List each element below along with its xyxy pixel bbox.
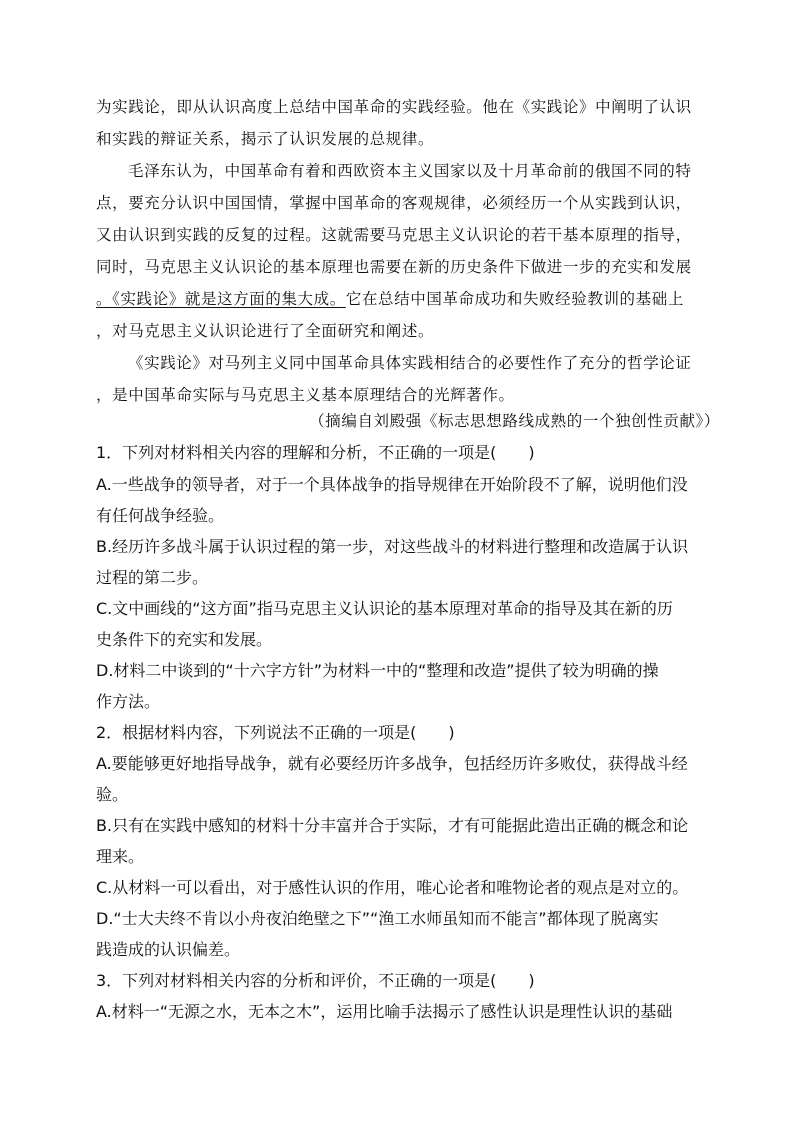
passage-line: 又由认识到实践的反复的过程。这就需要马克思主义认识论的若干基本原理的指导，	[96, 226, 692, 244]
source-citation: （摘编自刘殿强《标志思想路线成熟的一个独创性贡献》）	[309, 412, 720, 430]
passage-line: ，是中国革命实际与马克思主义基本原理结合的光辉著作。	[96, 386, 515, 404]
option-a: A.一些战争的领导者，对于一个具体战争的指导规律在开始阶段不了解，说明他们没	[96, 475, 688, 494]
option-b: B.只有在实践中感知的材料十分丰富并合于实际，才有可能据此造出正确的概念和论	[96, 816, 689, 835]
passage-line	[96, 289, 706, 309]
option-d-cont: 作方法。	[96, 692, 161, 711]
question-stem: 3．下列对材料相关内容的分析和评价，不正确的一项是( )	[96, 971, 535, 990]
passage-line: 同时，马克思主义认识论的基本原理也需要在新的历史条件下做进一步的充实和发展	[96, 258, 692, 276]
option-a: A.材料一“无源之水，无本之木”，运用比喻手法揭示了感性认识是理性认识的基础	[96, 1002, 673, 1021]
option-a-cont: 有任何战争经验。	[96, 506, 225, 525]
option-a: A.要能够更好地指导战争，就有必要经历许多战争，包括经历许多败仗，获得战斗经	[96, 754, 688, 773]
option-c: C.从材料一可以看出，对于感性认识的作用，唯心论者和唯物论者的观点是对立的。	[96, 878, 689, 897]
option-d: D.材料二中谈到的“十六字方针”为材料一中的“整理和改造”提供了较为明确的操	[96, 661, 659, 680]
option-d: D.“士大夫终不肯以小舟夜泊绝壁之下”“渔工水师虽知而不能言”都体现了脱离实	[96, 909, 659, 928]
underlined-phrase: 。《实践论》就是这方面的集大成。	[96, 290, 346, 308]
option-c: C.文中画线的“这方面”指马克思主义认识论的基本原理对革命的指导及其在新的历	[96, 599, 673, 618]
passage-line: ，对马克思主义认识论进行了全面研究和阐述。	[96, 322, 435, 340]
option-c-cont: 史条件下的充实和发展。	[96, 630, 273, 649]
option-b: B.经历许多战斗属于认识过程的第一步，对这些战斗的材料进行整理和改造属于认识	[96, 537, 689, 556]
passage-line: 为实践论，即从认识高度上总结中国革命的实践经验。他在《实践论》中阐明了认识	[96, 98, 692, 116]
passage-line: 和实践的辩证关系，揭示了认识发展的总规律。	[96, 130, 435, 148]
passage-line: 点，要充分认识中国国情，掌握中国革命的客观规律，必须经历一个从实践到认识，	[96, 194, 692, 212]
question-stem: 2．根据材料内容，下列说法不正确的一项是( )	[96, 723, 455, 742]
passage-line: 《实践论》对马列主义同中国革命具体实践相结合的必要性作了充分的哲学论证	[128, 354, 692, 372]
option-d-cont: 践造成的认识偏差。	[96, 940, 241, 959]
passage-line: 毛泽东认为，中国革命有着和西欧资本主义国家以及十月革命前的俄国不同的特	[128, 162, 692, 180]
option-a-cont: 验。	[96, 785, 129, 804]
option-b-cont: 理来。	[96, 847, 145, 866]
passage-text: 它在总结中国革命成功和失败经验教训的基础上	[345, 290, 684, 308]
question-stem: 1．下列对材料相关内容的理解和分析，不正确的一项是( )	[96, 443, 535, 462]
option-b-cont: 过程的第二步。	[96, 568, 209, 587]
